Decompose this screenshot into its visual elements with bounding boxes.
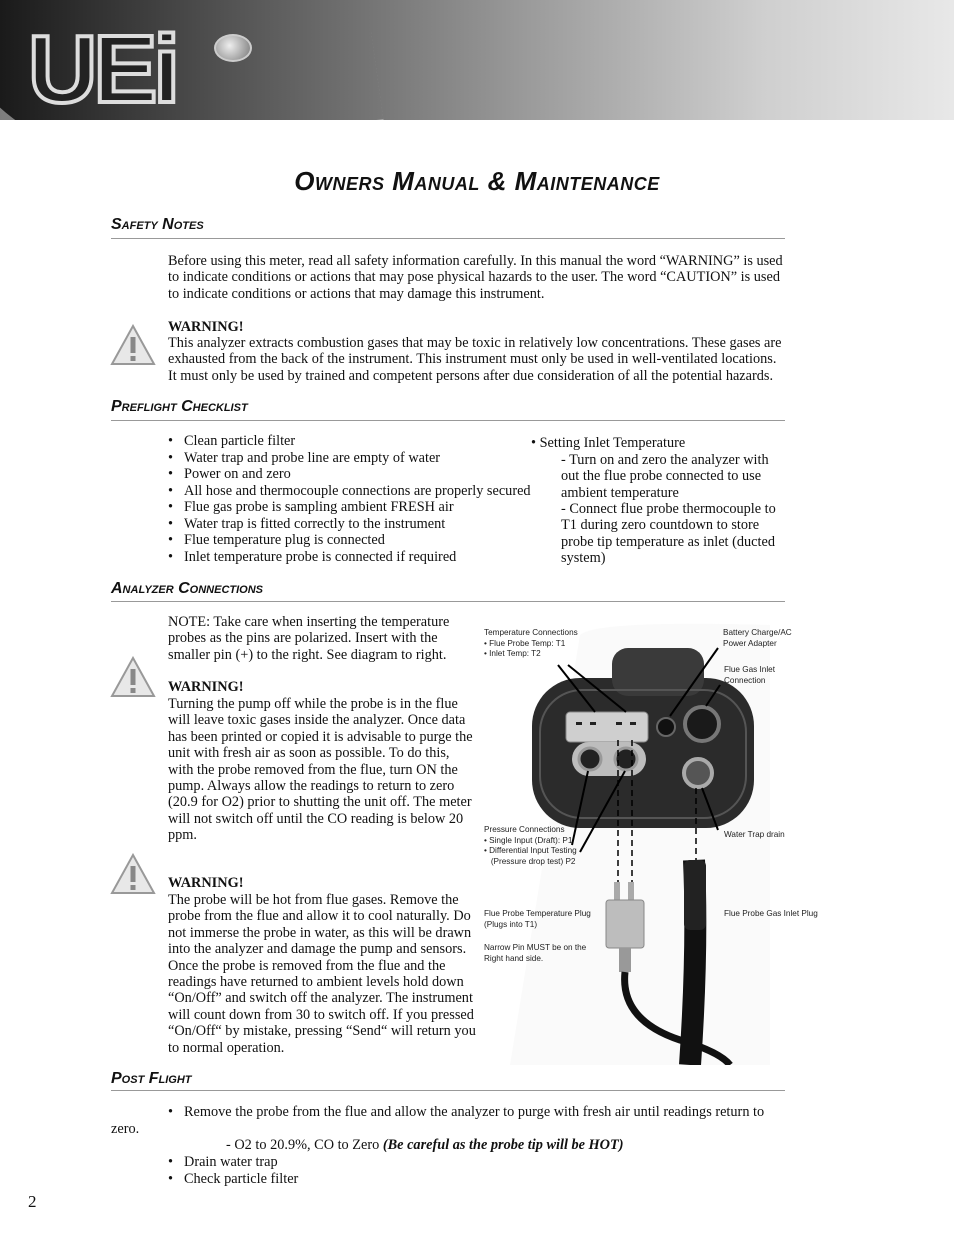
label-flue-probe-plug: Flue Probe Temperature Plug (Plugs into T1) xyxy=(484,909,591,929)
label-pressure-connections: Pressure Connections • Single Input (Draft): P1 • Differential Input Testing (Pressure drop test) P2 xyxy=(484,825,577,866)
warning-icon xyxy=(110,324,156,366)
label-flue-gas-inlet: Flue Gas Inlet Connection xyxy=(724,665,775,685)
safety-intro: Before using this meter, read all safety information carefully. In this manual the word “WARNING” is used to indicate conditions or actions that may pose physical hazards to the user. The word “CAUTION” is used to indicate conditions or actions that may damage this instrument. xyxy=(168,253,783,302)
warning-icon xyxy=(110,656,156,698)
inlet-temp-step1: - Turn on and zero the analyzer with out the flue probe connected to use ambient temperature xyxy=(561,452,769,501)
label-water-trap-drain: Water Trap drain xyxy=(724,830,785,839)
connections-warning1-label: WARNING! xyxy=(168,679,244,695)
list-item: • Inlet temperature probe is connected if required xyxy=(168,549,538,566)
inlet-temp-title: • Setting Inlet Temperature xyxy=(531,435,686,451)
list-item: • Power on and zero xyxy=(168,466,538,483)
label-gas-inlet-plug: Flue Probe Gas Inlet Plug xyxy=(724,909,818,918)
preflight-heading: Preflight Checklist xyxy=(111,398,248,415)
preflight-list xyxy=(168,433,538,565)
safety-heading: Safety Notes xyxy=(111,216,204,233)
safety-warning-label: WARNING! xyxy=(168,319,244,335)
postflight-sub: - O2 to 20.9%, CO to Zero (Be careful as the probe tip will be HOT) xyxy=(226,1137,624,1153)
list-item: • Drain water trap xyxy=(168,1154,788,1171)
connections-note: NOTE: Take care when inserting the temperature probes as the pins are polarized. Insert with the smaller pin (+) to the right. See diagram to right. xyxy=(168,614,450,663)
temp-connector-block xyxy=(566,712,648,742)
uei-logo xyxy=(28,16,228,120)
power-jack xyxy=(657,718,675,736)
connections-warning2-label: WARNING! xyxy=(168,875,244,891)
postflight-list-2 xyxy=(168,1154,788,1187)
list-item: • Water trap and probe line are empty of water xyxy=(168,450,538,467)
warning-icon xyxy=(110,853,156,895)
connections-warning2-text: The probe will be hot from flue gases. Remove the probe from the flue and allow it to cool naturally. Do not immerse the probe in water, as this will be drawn into the analyzer and damage the pump and sensors. Once the probe is removed from the flue and the readings have returned to ambient levels hold down “On/Off” and switch off the analyzer. The instrument will count down from 30 to switch off. If you pressed “On/Off“ by mistake, pressing “Send“ will return you to normal operation. xyxy=(168,892,476,1056)
preflight-rule xyxy=(111,420,785,421)
list-item: • Flue temperature plug is connected xyxy=(168,532,538,549)
list-item: • Clean particle filter xyxy=(168,433,538,450)
hot-probe-caution: (Be careful as the probe tip will be HOT) xyxy=(382,1137,624,1153)
postflight-heading: Post Flight xyxy=(111,1070,192,1087)
logo-text: UEi xyxy=(28,16,177,120)
list-item: • All hose and thermocouple connections are properly secured xyxy=(168,483,538,500)
list-item: • Check particle filter xyxy=(168,1171,788,1188)
label-temperature-connections: Temperature Connections • Flue Probe Temp: T1 • Inlet Temp: T2 xyxy=(484,628,578,658)
logo-dot xyxy=(214,34,252,62)
list-item: • Remove the probe from the flue and allow the analyzer to purge with fresh air until readings return to xyxy=(168,1104,788,1121)
page-title: Owners Manual & Maintenance xyxy=(294,166,660,196)
postflight-list xyxy=(168,1104,788,1121)
page-number: 2 xyxy=(28,1192,37,1211)
connections-warning1-text: Turning the pump off while the probe is in the flue will leave toxic gases inside the analyzer. Once data has been printed or copied it is advisable to purge the unit with fresh air as soon as possible. To do this, with the probe removed from the flue, turn ON the pump. Always allow the readings to return to zero (20.9 for O2) prior to shutting the unit off. The meter will not switch off until the CO reading is below 20 ppm. xyxy=(168,696,473,844)
gas-inlet-plug xyxy=(684,860,706,930)
connections-rule xyxy=(111,601,785,602)
flue-probe-plug xyxy=(606,900,644,948)
postflight-item1-cont: zero. xyxy=(111,1121,140,1137)
list-item: • Flue gas probe is sampling ambient FRESH air xyxy=(168,499,538,516)
safety-warning-text: This analyzer extracts combustion gases that may be toxic in relatively low concentrations. These gases are exhausted from the back of the instrument. This instrument must only be used in well-ventilated locations. It must only be used by trained and competent persons after due consideration of all the potential hazards. xyxy=(168,335,782,384)
postflight-rule xyxy=(111,1090,785,1091)
header-banner xyxy=(0,0,954,120)
label-narrow-pin: Narrow Pin MUST be on the Right hand side. xyxy=(484,943,587,963)
flue-gas-inlet xyxy=(685,707,719,741)
water-trap-drain xyxy=(684,759,712,787)
inlet-temp-step2: - Connect flue probe thermocouple to T1 during zero countdown to store probe tip temperature as inlet (ducted system) xyxy=(561,501,776,567)
list-item: • Water trap is fitted correctly to the instrument xyxy=(168,516,538,533)
label-battery-charge: Battery Charge/AC Power Adapter xyxy=(723,628,792,648)
safety-rule xyxy=(111,238,785,239)
connections-heading: Analyzer Connections xyxy=(111,580,264,597)
